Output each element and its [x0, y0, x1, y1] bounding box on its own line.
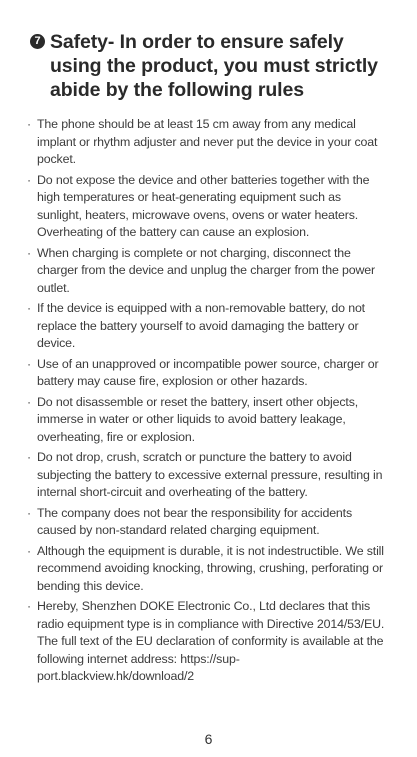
list-item [27, 245, 389, 298]
bullet: · [27, 394, 31, 409]
bullet: · [27, 301, 31, 315]
safety-rules-list [27, 116, 389, 689]
list-item [27, 300, 389, 353]
section-heading [30, 30, 400, 102]
list-item [27, 356, 389, 391]
list-item [27, 172, 389, 242]
bullet: · [27, 356, 31, 371]
page-number: 6 [204, 731, 213, 747]
section-title: Safety- In order to ensure safely using the product, you must strictly abide by the following rules [50, 31, 378, 101]
rule-text: Use of an unapproved or incompatible power source, charger or battery may cause fire, explosion or other hazards. [37, 356, 379, 388]
section-number-badge: 7 [30, 34, 45, 49]
bullet: · [27, 117, 31, 131]
bullet: · [27, 505, 31, 520]
list-item [27, 505, 389, 540]
rule-text: If the device is equipped with a non-removable battery, do not replace the battery yourself to avoid damaging the battery or device. [37, 301, 365, 350]
rule-text: The phone should be at least 15 cm away from any medical implant or rhythm adjuster and never put the device in your coat pocket. [37, 117, 378, 166]
bullet: · [27, 599, 31, 613]
bullet: · [27, 245, 31, 260]
list-item [27, 116, 389, 169]
list-item [27, 394, 389, 447]
rule-text: Do not disassemble or reset the battery, insert other objects, immerse in water or other liquids to avoid battery leakage, overheating, fire or explosion. [37, 394, 359, 444]
rule-text: The company does not bear the responsibility for accidents caused by non-standard related charging equipment. [37, 505, 353, 537]
rule-text: Although the equipment is durable, it is not indestructible. We still recommend avoiding knocking, throwing, crushing, perforating or bending this device. [37, 543, 384, 593]
list-item [27, 449, 389, 502]
bullet: · [27, 450, 31, 464]
list-item [27, 543, 389, 596]
rule-text: When charging is complete or not charging, disconnect the charger from the device and unplug the charger from the power outlet. [37, 245, 375, 295]
list-item [27, 598, 389, 686]
rule-text: Hereby, Shenzhen DOKE Electronic Co., Ltd declares that this radio equipment type is in compliance with Directive 2014/53/EU. The full text of the EU declaration of conformity is available at the following internet address: https://sup-port.blackview.hk/download/2 [37, 599, 385, 683]
rule-text: Do not expose the device and other batteries together with the high temperatures or heat-generating equipment such as sunlight, heaters, microwave ovens, ovens or water heaters. Overheating of the battery can cause an explosion. [37, 172, 370, 239]
bullet: · [27, 543, 31, 558]
bullet: · [27, 172, 31, 187]
rule-text: Do not drop, crush, scratch or puncture the battery to avoid subjecting the battery to excessive external pressure, resulting in internal short-circuit and overheating of the battery. [37, 450, 383, 499]
